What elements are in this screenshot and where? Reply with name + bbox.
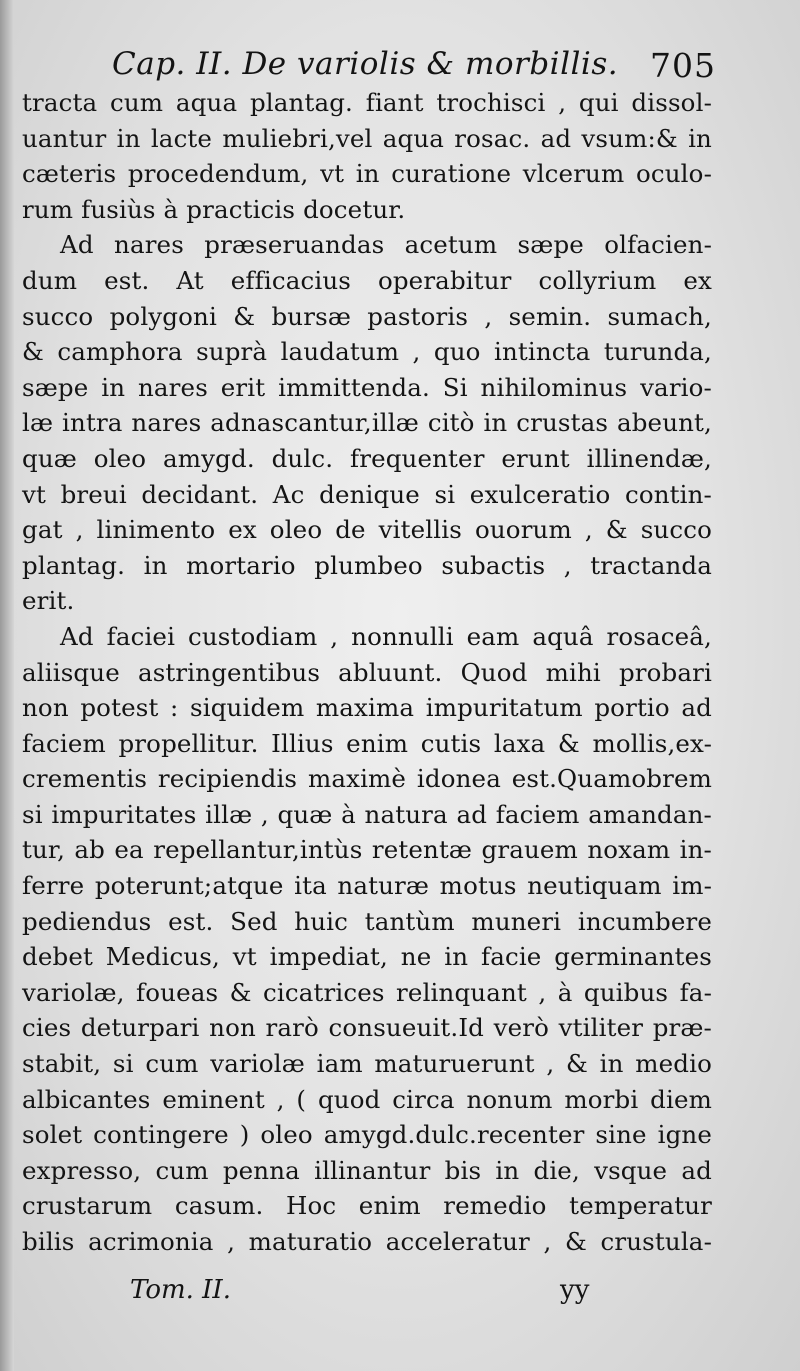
text-line: & camphora suprà laudatum , quo intincta turunda, <box>22 337 712 367</box>
text-line: crustarum casum. Hoc enim remedio temperatur <box>22 1191 712 1221</box>
page-footer <box>0 1275 800 1315</box>
text-line: variolæ, foueas & cicatrices relinquant , à quibus fa- <box>22 977 712 1007</box>
text-line: crementis recipiendis maximè idonea est.Quamobrem <box>22 764 712 794</box>
text-line: uantur in lacte muliebri,vel aqua rosac. ad vsum:& in <box>22 123 712 153</box>
text-line: bilis acrimonia , maturatio acceleratur , & crustula- <box>22 1227 712 1256</box>
text-line: cies deturpari non rarò consueuit.Id verò vtiliter præ- <box>22 1013 712 1043</box>
text-line: tur, ab ea repellantur,intùs retentæ grauem noxam in- <box>22 835 712 865</box>
volume-mark: Tom. II. <box>130 1275 231 1305</box>
text-line: si impuritates illæ , quæ à natura ad faciem amandan- <box>22 799 712 829</box>
text-line: solet contingere ) oleo amygd.dulc.recenter sine igne <box>22 1120 712 1150</box>
text-line: erit. <box>22 586 75 616</box>
text-line: aliisque astringentibus abluunt. Quod mihi probari <box>22 657 712 687</box>
running-title: Cap. II. De variolis & morbillis. <box>112 46 619 82</box>
text-line: plantag. in mortario plumbeo subactis , tractanda <box>22 550 712 580</box>
text-line: expresso, cum penna illinantur bis in die, vsque ad <box>22 1155 712 1185</box>
text-line: albicantes eminent , ( quod circa nonum morbi diem <box>22 1084 712 1114</box>
text-line: rum fusiùs à practicis docetur. <box>22 194 406 224</box>
text-line: gat , linimento ex oleo de vitellis ouorum , & succo <box>22 515 712 545</box>
text-line: dum est. At efficacius operabitur collyrium ex <box>22 265 712 295</box>
text-line: ferre poterunt;atque ita naturæ motus neutiquam im- <box>22 871 712 901</box>
text-line: Ad nares præseruandas acetum sæpe olfacien- <box>60 230 712 260</box>
text-line: pediendus est. Sed huic tantùm muneri incumbere <box>22 906 712 936</box>
signature-mark: yy <box>560 1275 590 1305</box>
text-line: sæpe in nares erit immittenda. Si nihilominus vario- <box>22 372 712 402</box>
text-line: stabit, si cum variolæ iam maturuerunt , & in medio <box>22 1049 712 1079</box>
binding-shadow <box>0 0 14 1371</box>
text-line: Ad faciei custodiam , nonnulli eam aquâ rosaceâ, <box>60 621 712 651</box>
text-line: cæteris procedendum, vt in curatione vlcerum oculo- <box>22 159 712 189</box>
text-line: succo polygoni & bursæ pastoris , semin. sumach, <box>22 301 712 331</box>
text-line: læ intra nares adnascantur,illæ citò in crustas abeunt, <box>22 408 712 438</box>
text-line: vt breui decidant. Ac denique si exulceratio contin- <box>22 479 712 509</box>
text-line: faciem propellitur. Illius enim cutis laxa & mollis,ex- <box>22 728 712 758</box>
text-line: tracta cum aqua plantag. fiant trochisci , qui dissol- <box>22 88 712 117</box>
page-number: 705 <box>650 46 716 85</box>
text-line: non potest : siquidem maxima impuritatum portio ad <box>22 693 712 723</box>
text-line: debet Medicus, vt impediat, ne in facie germinantes <box>22 942 712 972</box>
text-line: quæ oleo amygd. dulc. frequenter erunt illinendæ, <box>22 443 712 473</box>
body-text <box>22 85 712 1260</box>
